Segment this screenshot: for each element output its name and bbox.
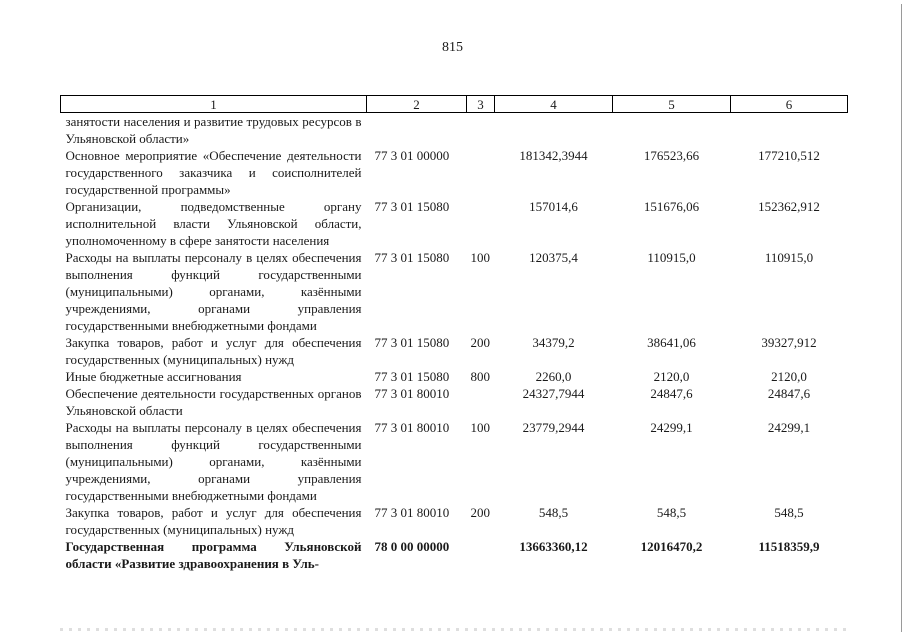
row-code: 77 3 01 80010 [374, 420, 450, 435]
scan-noise-line [60, 628, 850, 631]
header-col-1: 1 [61, 96, 367, 113]
row-value-col6: 24299,1 [767, 420, 811, 435]
row-value-col5: 24299,1 [650, 420, 693, 435]
row-value-col5: 151676,06 [643, 199, 700, 214]
row-expense-type [467, 538, 495, 572]
header-col-4: 4 [495, 96, 613, 113]
row-value-col4: 23779,2944 [522, 420, 585, 435]
row-code: 77 3 01 15080 [374, 199, 450, 214]
row-value-col6: 2120,0 [771, 369, 807, 384]
row-expense-type: 100 [470, 250, 490, 265]
header-col-2: 2 [367, 96, 467, 113]
header-col-5: 5 [613, 96, 731, 113]
header-col-6: 6 [731, 96, 848, 113]
row-value-col5: 176523,66 [643, 148, 700, 163]
row-value-col6: 24847,6 [767, 386, 811, 401]
row-value-col4: 34379,2 [532, 335, 575, 350]
row-value-col6: 39327,912 [761, 335, 817, 350]
row-code: 77 3 01 80010 [374, 505, 450, 520]
row-name: Основное мероприятие «Обеспечение деятельности государственного заказчика и соисполнителей государственной программы» [65, 148, 362, 197]
row-value-col6: 110915,0 [764, 250, 814, 265]
row-name: Государственная программа Ульяновской области «Развитие здравоохранения в Уль- [65, 539, 362, 571]
row-value-col6: 177210,512 [758, 148, 820, 163]
row-value-col4: 181342,3944 [519, 148, 588, 163]
row-value-col5: 12016470,2 [640, 539, 703, 554]
row-name: Расходы на выплаты персоналу в целях обеспечения выполнения функций государственными (муниципальными) органами, казёнными учреждениями, органами управления государственными внебюджетными фондами [65, 420, 362, 503]
row-name: занятости населения и развитие трудовых ресурсов в Ульяновской области» [65, 114, 362, 146]
row-code: 77 3 01 15080 [374, 335, 450, 350]
row-expense-type: 200 [470, 335, 490, 350]
row-value-col4: 120375,4 [529, 250, 578, 265]
row-expense-type [467, 147, 495, 198]
row-value-col5: 2120,0 [653, 369, 690, 384]
table-row [61, 113, 848, 148]
table-row [61, 504, 848, 538]
row-value-col4: 2260,0 [535, 369, 572, 384]
row-value-col6: 548,5 [774, 505, 804, 520]
header-col-3: 3 [467, 96, 495, 113]
row-name: Закупка товаров, работ и услуг для обеспечения государственных (муниципальных) нужд [65, 335, 362, 367]
row-value-col4: 13663360,12 [519, 539, 588, 554]
row-name: Иные бюджетные ассигнования [65, 369, 242, 384]
table-row [61, 249, 848, 334]
row-value-col5: 548,5 [656, 505, 687, 520]
row-expense-type: 100 [470, 420, 490, 435]
table-row [61, 419, 848, 504]
row-value-col6: 11518359,9 [758, 539, 820, 554]
row-value-col5: 38641,06 [647, 335, 696, 350]
row-expense-type [467, 113, 495, 148]
table-header [61, 96, 848, 113]
row-value-col4: 157014,6 [529, 199, 578, 214]
row-value-col4: 548,5 [538, 505, 569, 520]
row-value-col6: 152362,912 [758, 199, 820, 214]
row-expense-type: 200 [470, 505, 490, 520]
row-expense-type: 800 [470, 369, 490, 384]
table-row [61, 147, 848, 198]
table-body [61, 113, 848, 573]
row-name: Обеспечение деятельности государственных органов Ульяновской области [65, 386, 362, 418]
row-code [367, 113, 467, 148]
table-row [61, 538, 848, 572]
row-code: 78 0 00 00000 [374, 539, 450, 554]
table-row [61, 334, 848, 368]
row-value-col4: 24327,7944 [522, 386, 585, 401]
budget-table [60, 95, 848, 572]
row-value-col5 [613, 113, 731, 148]
row-value-col5: 110915,0 [647, 250, 696, 265]
row-code: 77 3 01 00000 [374, 148, 450, 163]
page-number: 815 [442, 40, 463, 55]
row-code: 77 3 01 15080 [374, 369, 450, 384]
row-name: Расходы на выплаты персоналу в целях обеспечения выполнения функций государственными (муниципальными) органами, казёнными учреждениями, органами управления государственными внебюджетными фондами [65, 250, 362, 333]
row-name: Закупка товаров, работ и услуг для обеспечения государственных (муниципальных) нужд [65, 505, 362, 537]
row-code: 77 3 01 80010 [374, 386, 450, 401]
table-row [61, 368, 848, 385]
row-code: 77 3 01 15080 [374, 250, 450, 265]
page-border [901, 4, 902, 632]
row-expense-type [467, 198, 495, 249]
row-name: Организации, подведомственные органу исполнительной власти Ульяновской области, уполномоченному в сфере занятости населения [65, 199, 362, 248]
row-value-col5: 24847,6 [650, 386, 693, 401]
row-value-col6 [731, 113, 848, 148]
row-value-col4 [495, 113, 613, 148]
table-row [61, 198, 848, 249]
table-row [61, 385, 848, 419]
row-expense-type [467, 385, 495, 419]
